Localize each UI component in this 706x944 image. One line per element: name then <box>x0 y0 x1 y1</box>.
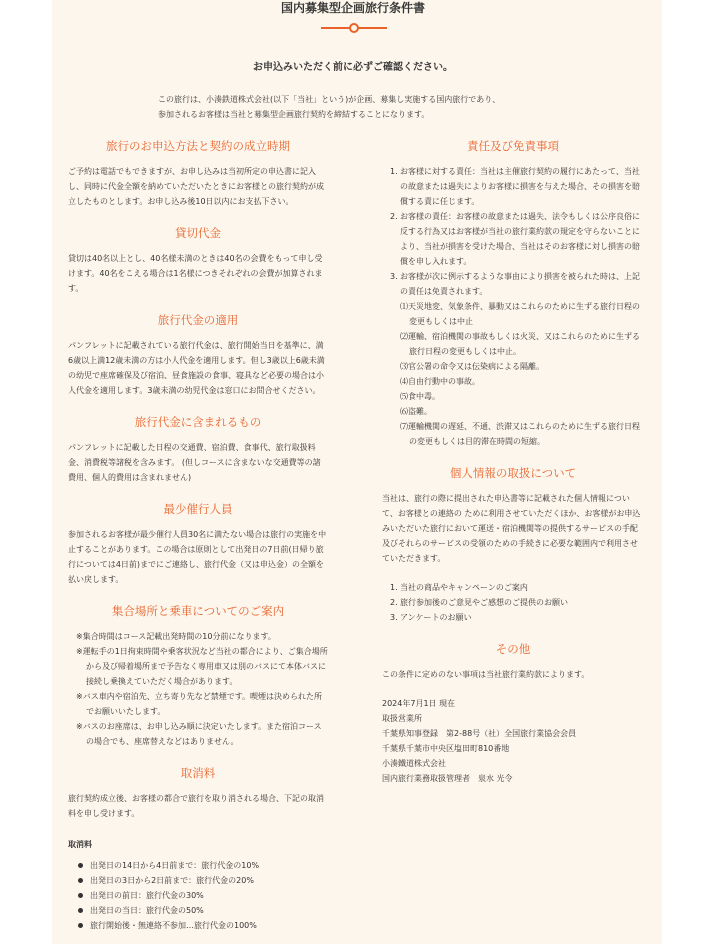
section-text: この条件に定めのない事項は当社旅行業約款によります。 <box>382 670 590 679</box>
section-heading: その他 <box>495 642 531 656</box>
list-item <box>382 580 644 595</box>
list-item: ⑷自由行動中の事故。 <box>400 377 480 386</box>
section-apply <box>68 138 328 209</box>
item-text: アンケートのお願い <box>400 613 472 622</box>
section-heading: 旅行のお申込方法と契約の成立時期 <box>106 139 290 153</box>
section-privacy <box>382 465 644 625</box>
liability-list <box>382 164 644 299</box>
note-item: ※集合時間はコース記載出発時間の10分前になります。 <box>76 632 276 641</box>
item-text: お客様が次に例示するような事由により損害を被られた時は、上記の責任は免責されます。 <box>400 272 640 296</box>
item-number: 2. <box>390 212 398 221</box>
section-included <box>68 414 328 485</box>
section-liability <box>382 138 644 449</box>
section-heading: 個人情報の取扱について <box>449 466 577 480</box>
left-column <box>68 134 328 944</box>
item-number: 3. <box>390 613 398 622</box>
intro-line: 参加されるお客様は当社と募集型企画旅行契約を締結することになります。 <box>158 110 430 119</box>
title-ornament <box>321 23 387 33</box>
item-text: 当社の商品やキャンペーンのご案内 <box>400 583 528 592</box>
section-heading: 旅行代金に含まれるもの <box>134 415 262 429</box>
section-heading: 旅行代金の適用 <box>157 313 239 327</box>
ornament-dot <box>349 23 359 33</box>
notes-list <box>68 629 328 749</box>
item-text: 旅行参加後のご意見やご感想のご提供のお願い <box>400 598 568 607</box>
section-heading: 集合場所と乗車についてのご案内 <box>111 604 285 618</box>
list-item <box>382 595 644 610</box>
list-item <box>382 610 644 625</box>
list-item: 旅行開始後・無連絡不参加…旅行代金の100% <box>76 918 328 933</box>
list-item <box>382 209 644 269</box>
address-line: 国内旅行業務取扱管理者 泉水 光令 <box>382 774 513 783</box>
section-minimum <box>68 501 328 587</box>
list-item: ⑴天災地変、気象条件、暴動又はこれらのために生ずる旅行日程の変更もしくは中止 <box>400 302 640 326</box>
note-item: ※運転手の1日拘束時間や乗客状況など当社の都合により、ご集合場所から及び帰着場所まで予告なく専用車又は別のバスにて本体バスに接続し乗換えていただく場合があります。 <box>76 647 328 686</box>
address-line: 千葉県知事登録 第2-88号（社）全国旅行業協会会員 <box>382 729 577 738</box>
section-fare-apply <box>68 312 328 398</box>
list-item: 出発日の前日：旅行代金の30% <box>76 888 328 903</box>
item-number: 1. <box>390 583 398 592</box>
right-column <box>382 134 644 802</box>
exemption-list <box>382 299 644 449</box>
item-text: お客様に対する責任：当社は主催旅行契約の履行にあたって、当社の故意または過失によりお客様に損害を与えた場合、その損害を賠償する責に任じます。 <box>400 167 640 206</box>
address-line: 2024年7月1日 現在 <box>382 699 456 708</box>
list-item: ⑶官公署の命令又は伝染病による隔離。 <box>400 362 544 371</box>
section-text: 当社は、旅行の際に提出された申込書等に記載された個人情報について、お客様との連絡の ために利用させていただくほか、お客様がお申込みいただいた旅行において運送・宿泊機関等の提供するサービスの手配及びそれらのサービスの受領のための手続きに必要な範囲内で利用させていただきます。 <box>382 494 641 563</box>
list-item: 出発日の当日：旅行代金の50% <box>76 903 328 918</box>
intro-text <box>158 92 558 122</box>
section-heading: 取消料 <box>180 766 216 780</box>
section-heading: 貸切代金 <box>175 226 221 240</box>
section-text: パンフレットに記載した日程の交通費、宿泊費、食事代、旅行取扱料金、消費税等諸税を含みます。 (但しコースに含まないな交通費等の諸費用、個人的費用は含まれません) <box>68 443 321 482</box>
list-item: ⑹盗難。 <box>400 407 432 416</box>
section-text: ご予約は電話でもできますが、お申し込みは当初所定の申込書に記入し、同時に代金全額を納めていただいたときにお客様との旅行契約が成立したものとします。お申し込み後10日以内にお支払下さい。 <box>68 167 324 206</box>
section-cancel <box>68 765 328 933</box>
section-text: 旅行契約成立後、お客様の都合で旅行を取り消される場合、下記の取消料を申し受けます。 <box>68 794 324 818</box>
item-text: お客様の責任：お客様の故意または過失、法令もしくは公序良俗に反する行為又はお客様が当社の旅行業約款の規定を守らないことにより、当社が損害を受けた場合、当社はそのお客様に対し損害の賠償を申し入れます。 <box>400 212 640 266</box>
intro-line: この旅行は、小湊鉄道株式会社(以下「当社」という)が企画、募集し実施する国内旅行であり、 <box>158 95 501 104</box>
section-text: 貸切は40名以上とし、40名様未満のときは40名の会費をもって申し受けます。40名をこえる場合は1名様につきそれぞれの会費が加算されます。 <box>68 254 323 293</box>
section-text: 参加されるお客様が最少催行人員30名に満たない場合は旅行の実施を中止することがあります。この場合は原則として出発日の7日前(日帰り旅行については4日前)までにご連絡し、旅行代金（又は申込金）の全額を払い戻します。 <box>68 530 327 584</box>
list-item: ⑺運輸機関の遅延、不通、渋滞又はこれらのために生ずる旅行日程の変更もしくは目的滞在時間の短縮。 <box>400 422 640 446</box>
item-number: 2. <box>390 598 398 607</box>
section-text: パンフレットに記載されている旅行代金は、旅行開始当日を基準に、満6歳以上満12歳未満の方は小人代金を適用します。但し3歳以上6歳未満の幼児で座席確保及び宿泊、昼食施設の食事、寝具など必要の場合は小人代金を適用します。3歳未満の幼児代金は窓口にお問合せください。 <box>68 341 325 395</box>
lead-notice: お申込みいただく前に必ずご確認ください。 <box>253 62 453 73</box>
section-charter <box>68 225 328 296</box>
cancel-fee-list <box>68 858 328 933</box>
list-item: 出発日の14日から4日前まで：旅行代金の10% <box>76 858 328 873</box>
list-item <box>382 269 644 299</box>
privacy-list <box>382 580 644 625</box>
section-heading: 責任及び免責事項 <box>467 139 559 153</box>
page-title: 国内募集型企画旅行条件書 <box>280 1 425 15</box>
note-item: ※バスのお座席は、お申し込み順に決定いたします。また宿泊コースの場合でも、座席替えなどはありません。 <box>76 722 322 746</box>
section-heading: 最少催行人員 <box>163 502 233 516</box>
section-other <box>382 641 644 786</box>
list-item <box>382 164 644 209</box>
item-number: 3. <box>390 272 398 281</box>
address-line: 取扱営業所 <box>382 714 422 723</box>
list-item: ⑵運輸、宿泊機関の事故もしくは火災、又はこれらのために生ずる旅行日程の変更もしくは中止。 <box>400 332 640 356</box>
address-line: 小湊鐵道株式会社 <box>382 759 446 768</box>
cancel-fee-subheading: 取消料 <box>68 840 92 849</box>
address-line: 千葉県千葉市中央区塩田町810番地 <box>382 744 510 753</box>
list-item: 出発日の3日から2日前まで：旅行代金の20% <box>76 873 328 888</box>
note-item: ※バス車内や宿泊先、立ち寄り先など禁煙です。喫煙は決められた所でお願いいたします。 <box>76 692 323 716</box>
company-address-block <box>382 696 644 786</box>
section-meeting <box>68 603 328 749</box>
item-number: 1. <box>390 167 398 176</box>
list-item: ⑸食中毒。 <box>400 392 440 401</box>
